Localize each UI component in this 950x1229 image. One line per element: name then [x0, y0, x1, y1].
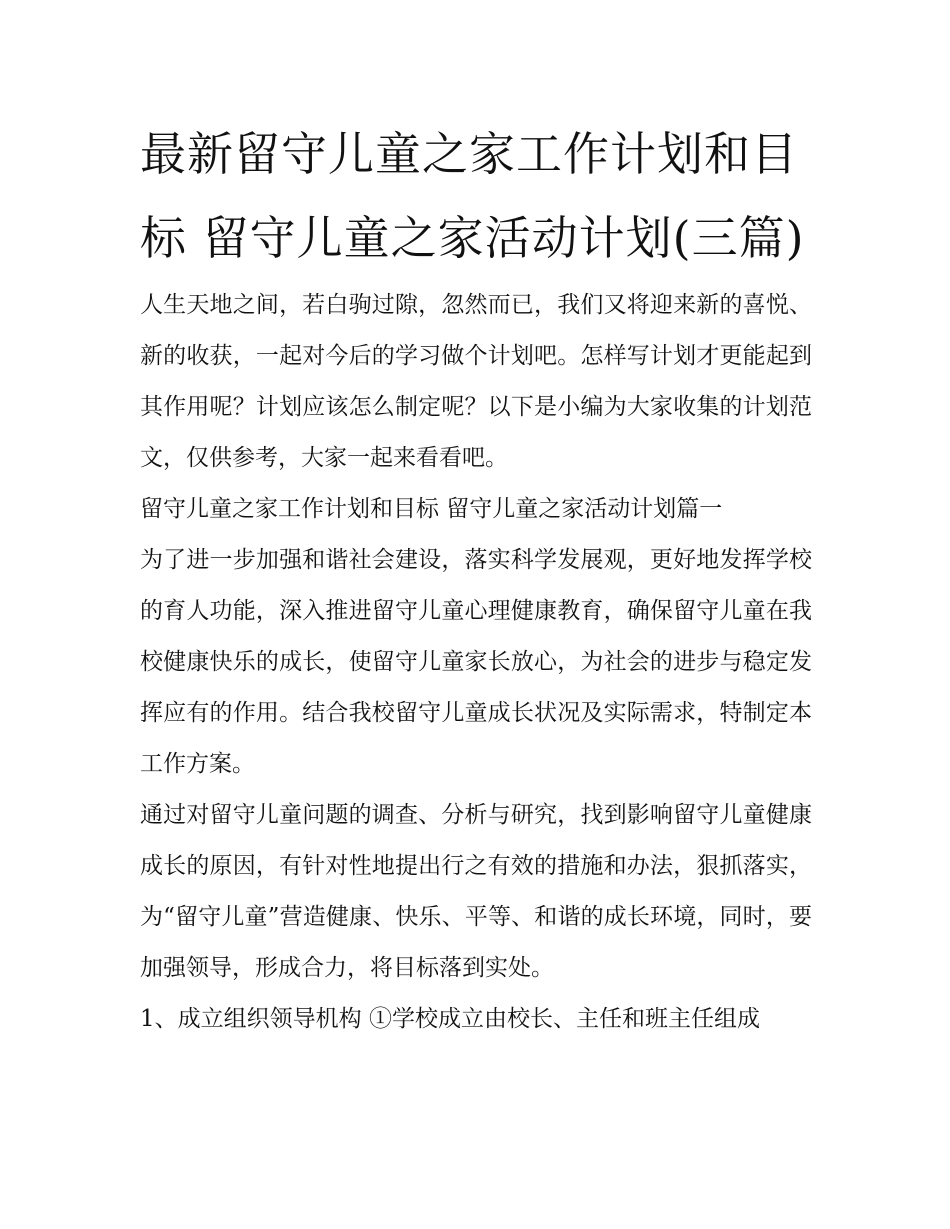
document-page	[140, 112, 812, 1045]
section-heading: 留守儿童之家工作计划和目标 留守儿童之家活动计划篇一	[140, 496, 723, 522]
body-paragraph-3: 1、成立组织领导机构 ①学校成立由校长、主任和班主任组成	[140, 1006, 760, 1032]
document-title: 最新留守儿童之家工作计划和目标 留守儿童之家活动计划(三篇)	[140, 127, 805, 265]
body-paragraph-1: 为了进一步加强和谐社会建设，落实科学发展观，更好地发挥学校的育人功能，深入推进留守儿童心理健康教育，确保留守儿童在我校健康快乐的成长，使留守儿童家长放心，为社会的进步与稳定发挥应有的作用。结合我校留守儿童成长状况及实际需求，特制定本工作方案。	[140, 547, 812, 777]
intro-paragraph: 人生天地之间，若白驹过隙，忽然而已，我们又将迎来新的喜悦、新的收获，一起对今后的学习做个计划吧。怎样写计划才更能起到其作用呢？计划应该怎么制定呢？以下是小编为大家收集的计划范文，仅供参考，大家一起来看看吧。	[140, 292, 812, 471]
body-paragraph-2: 通过对留守儿童问题的调查、分析与研究，找到影响留守儿童健康成长的原因，有针对性地提出行之有效的措施和办法，狠抓落实，为“留守儿童”营造健康、快乐、平等、和谐的成长环境，同时，要加强领导，形成合力，将目标落到实处。	[140, 802, 812, 981]
